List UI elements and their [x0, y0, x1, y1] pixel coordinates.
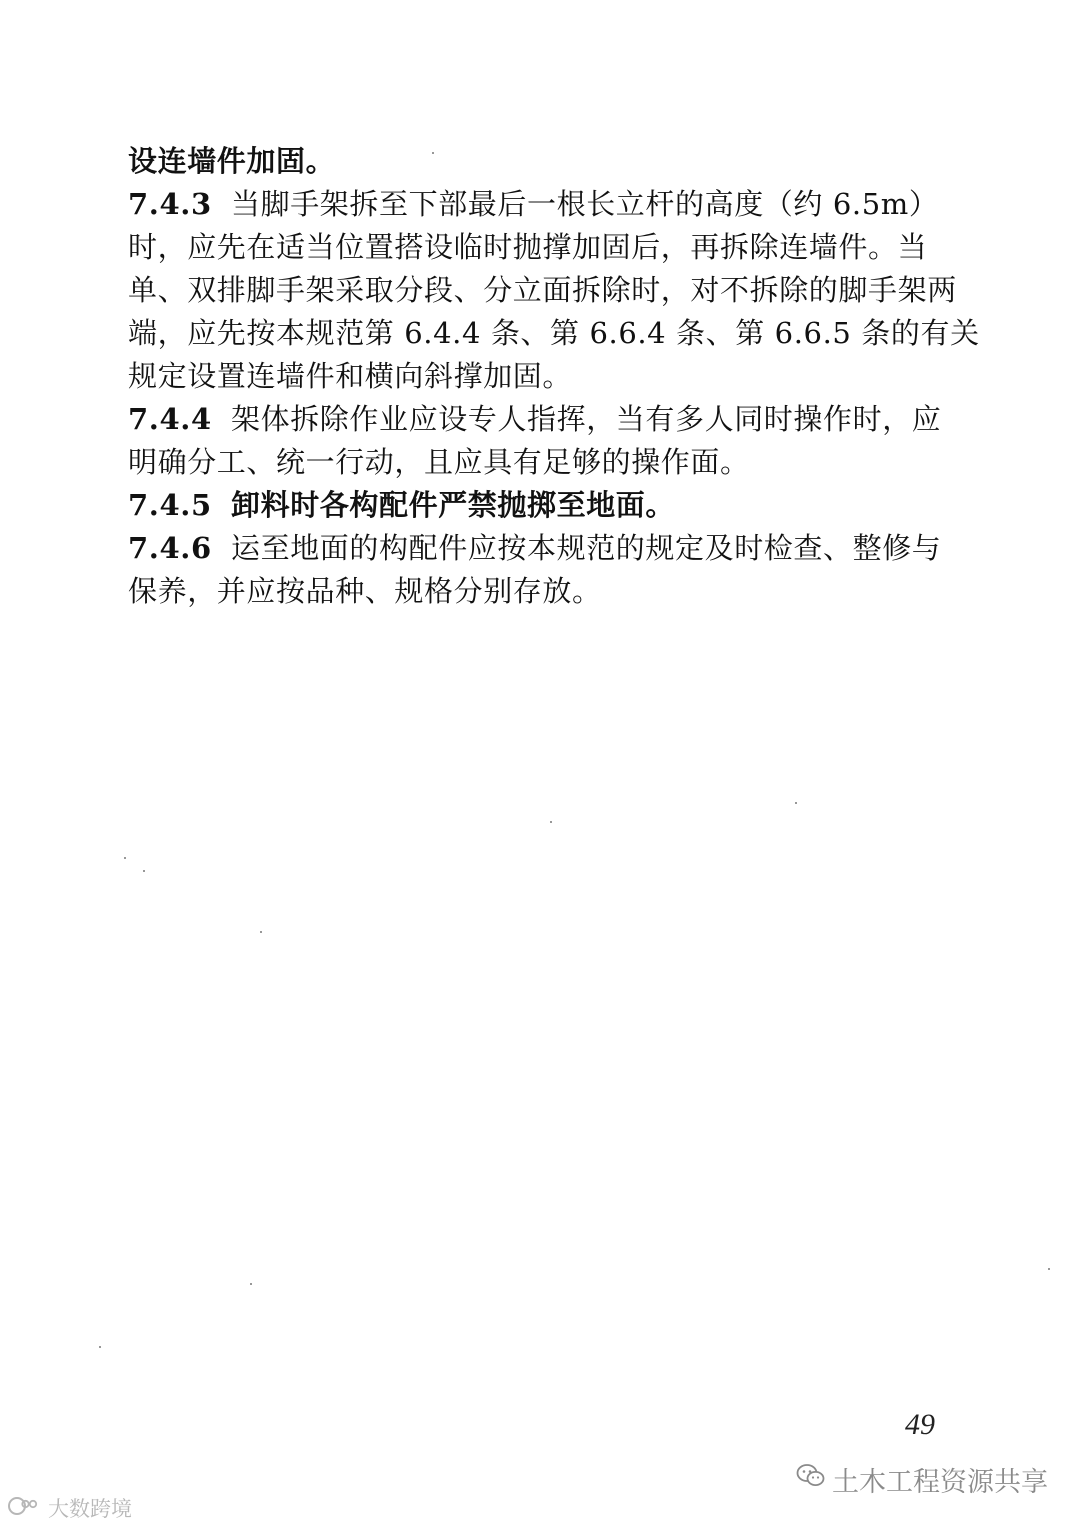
clause-number: 7.4.4	[128, 402, 212, 436]
clause-number: 7.4.5	[128, 488, 212, 522]
clause-7-4-4	[128, 398, 963, 441]
clause-number: 7.4.6	[128, 531, 212, 565]
watermark-right	[796, 1462, 1048, 1496]
line-text: 规定设置连墙件和横向斜撑加固。	[128, 359, 573, 393]
line-text: 时，应先在适当位置搭设临时抛撑加固后，再拆除连墙件。当	[128, 230, 928, 264]
line-text: 运至地面的构配件应按本规范的规定及时检查、整修与	[231, 531, 942, 565]
text-line	[128, 226, 963, 269]
text-line	[128, 570, 963, 613]
clause-7-4-3	[128, 183, 963, 226]
scan-speck	[795, 802, 797, 804]
scan-speck	[99, 1346, 101, 1348]
watermark-left	[8, 1494, 132, 1522]
line-text: 端，应先按本规范第 6.4.4 条、第 6.6.4 条、第 6.6.5 条的有关	[128, 316, 980, 350]
text-line	[128, 355, 963, 398]
scan-speck	[432, 152, 434, 154]
scan-speck	[250, 1283, 252, 1285]
text-line	[128, 441, 963, 484]
watermark-left-text: 大数跨境	[48, 1497, 132, 1521]
scan-speck	[550, 821, 552, 823]
line-text: 明确分工、统一行动，且应具有足够的操作面。	[128, 445, 750, 479]
scan-speck	[1048, 1268, 1050, 1270]
text-line	[128, 269, 963, 312]
line-text: 保养，并应按品种、规格分别存放。	[128, 574, 602, 608]
watermark-right-text: 土木工程资源共享	[832, 1466, 1048, 1498]
clause-number: 7.4.3	[128, 187, 212, 221]
logo-icon	[8, 1495, 42, 1522]
line-text: 单、双排脚手架采取分段、分立面拆除时，对不拆除的脚手架两	[128, 273, 957, 307]
wechat-icon	[796, 1463, 826, 1496]
line-text: 设连墙件加固。	[128, 144, 336, 178]
text-line	[128, 140, 963, 183]
scan-speck	[143, 870, 145, 872]
document-body	[128, 140, 980, 613]
scan-speck	[260, 931, 262, 933]
scan-speck	[124, 857, 126, 859]
page-number: 49	[905, 1408, 935, 1441]
clause-7-4-5	[128, 484, 963, 527]
line-text: 卸料时各构配件严禁抛掷至地面。	[231, 488, 676, 522]
clause-7-4-6	[128, 527, 963, 570]
text-line	[128, 312, 980, 355]
line-text: 当脚手架拆至下部最后一根长立杆的高度（约 6.5m）	[231, 187, 939, 221]
line-text: 架体拆除作业应设专人指挥，当有多人同时操作时，应	[231, 402, 942, 436]
